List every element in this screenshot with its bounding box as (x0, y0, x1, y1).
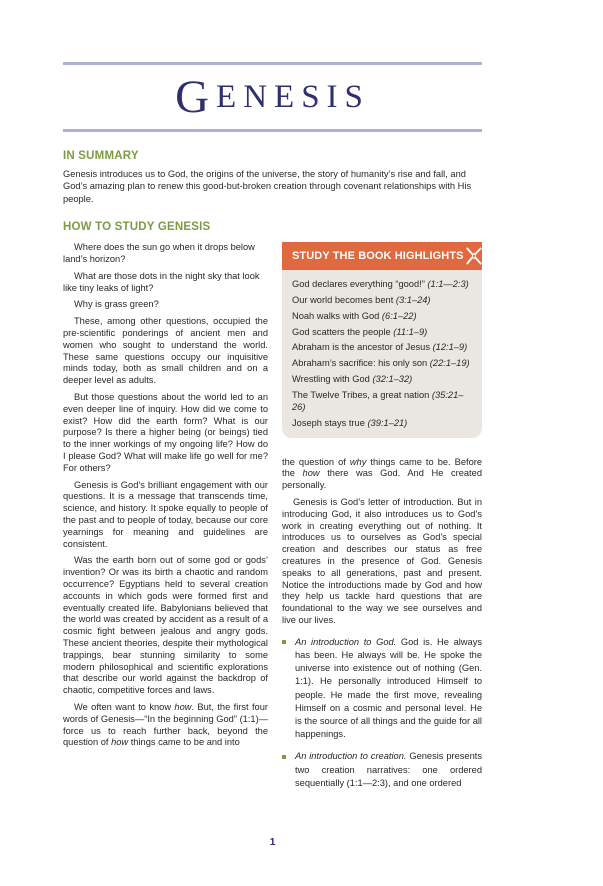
highlight-item: Wrestling with God (32:1–32) (292, 374, 413, 384)
right-column-paragraphs (282, 457, 482, 627)
summary-section (63, 150, 482, 205)
left-column (63, 242, 268, 799)
ornament-x-icon (464, 246, 484, 266)
highlights-header (282, 242, 482, 270)
highlight-item: Joseph stays true (39:1–21) (292, 417, 408, 428)
paragraph: Where does the sun go when it drops below land’s horizon? (63, 242, 255, 265)
paragraph: But those questions about the world led to an even deeper line of inquiry. How did we come to exist? How did the earth form? What is our purpose? Is there a higher being (or beings) tied to the inner workings of my ongoing life? How do I please God? What will make life go well for me? For others? (63, 391, 268, 473)
highlight-item: Noah walks with God (6:1–22) (292, 310, 417, 321)
how-to-study-heading: HOW TO STUDY GENESIS (63, 221, 211, 234)
paragraph: Why is grass green? (74, 299, 159, 310)
bullet-list (282, 636, 482, 790)
highlights-box (282, 242, 482, 437)
how-to-study-section (63, 221, 482, 799)
bullet-item: An introduction to creation. Genesis presents two creation narratives: one ordered sequentially (1:1—2:3), and one ordered (282, 750, 482, 790)
highlight-item: Abraham is the ancestor of Jesus (12:1–9) (292, 342, 468, 353)
summary-heading: IN SUMMARY (63, 150, 139, 162)
highlight-item: God scatters the people (11:1–9) (292, 326, 428, 337)
right-column (282, 242, 482, 799)
highlights-body (282, 270, 482, 437)
book-title-initial: G (175, 70, 217, 123)
book-title (63, 65, 482, 129)
paragraph: Genesis is God’s brilliant engagement with our questions. It is a message that transcends time, science, and history. It spoke equally to people of the past and to people of today, because our core yearnings for meaning and guidelines are consistent. (63, 479, 268, 549)
paragraph: These, among other questions, occupied the pre-scientific ponderings of ancient men and women who sought to understand the world. These same questions occupy our inquisitive minds today, both as small children and on a deeper level as adults. (63, 316, 268, 386)
highlight-item: God declares everything “good!” (1:1—2:3) (292, 279, 469, 290)
paragraph: We often want to know how. But, the first four words of Genesis—“In the beginning God” (1:1)—force us to reach further back, beyond the question of how things came to be and into (63, 701, 268, 748)
page-content (63, 0, 482, 799)
paragraph: Genesis is God’s letter of introduction. But in introducing God, it also introduces us to God’s work in creating everything out of nothing. It introduces us to ourselves as God’s special creation and describes our status as free creatures in the presence of God. Genesis speaks to all generations, past and present. Notice the introductions made by God and how they help us tackle hard questions that are foundational to the way we see ourselves and live our lives. (282, 496, 482, 625)
bullet-item: An introduction to God. God is. He always has been. He always will be. He spoke the universe into existence out of nothing (Gen. 1:1). He personally introduced Himself to people. He made the first move, revealing Himself on a cosmic and personal level. He is the source of all things and the guide for all happenings. (282, 636, 482, 742)
highlight-item: The Twelve Tribes, a great nation (35:21–26) (292, 389, 464, 412)
page-number: 1 (269, 836, 276, 848)
title-rule-bottom (63, 129, 482, 132)
highlights-list (292, 278, 472, 428)
summary-text: Genesis introduces us to God, the origins of the universe, the story of humanity’s rise and fall, and God’s amazing plan to renew this good-but-broken creation through covenant relationships with His people. (63, 169, 472, 204)
highlight-item: Abraham’s sacrifice: his only son (22:1–19) (292, 358, 470, 369)
paragraph: Was the earth born out of some god or gods’ invention? Or was its birth a chaotic and random occurrence? Egyptians held to several creation accounts in which gods were formed first and eventually created life. Babylonians believed that the world was created by accident as a result of a cosmic fight between jealous and angry gods. These ancient theories, despite their mythological trappings, bear stunning similarity to some modern philosophical and scientific explorations that describe our world against the backdrop of chaotic, competitive forces and laws. (63, 555, 268, 696)
paragraph: What are those dots in the night sky that look like tiny leaks of light? (63, 270, 260, 293)
highlight-item: Our world becomes bent (3:1–24) (292, 295, 431, 306)
book-title-rest: ENESIS (216, 78, 370, 115)
paragraph: the question of why things came to be. Before the how there was God. And He created personally. (282, 456, 483, 491)
page-footer (63, 832, 482, 850)
two-column-layout (63, 242, 482, 799)
highlights-title: STUDY THE BOOK HIGHLIGHTS (292, 250, 464, 263)
